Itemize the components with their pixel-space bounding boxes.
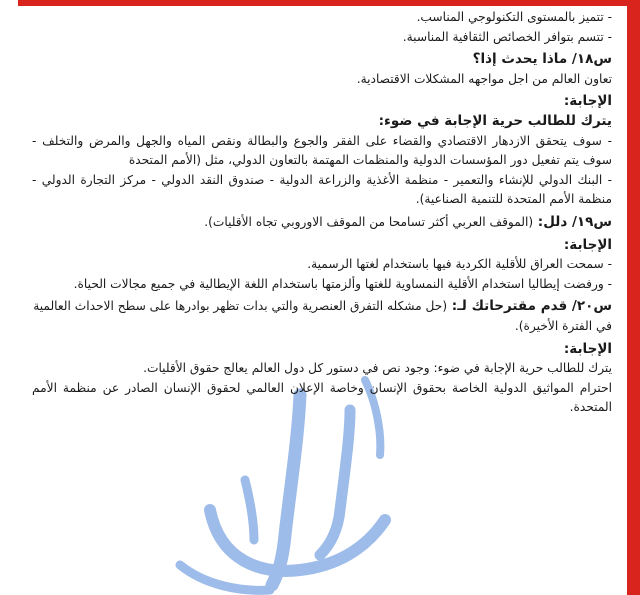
question-20-text: (حل مشكله التفرق العنصرية والتي بدات تظهر بوادرها على سطح الاحداث العالمية في الفترة الأخيرة). [33, 299, 612, 333]
red-top-border [18, 0, 627, 6]
document-content [32, 8, 612, 418]
trait-culture-line: - تتسم بتوافر الخصائص الثقافية المناسبة. [402, 29, 612, 44]
question-19 [32, 213, 612, 233]
answer-20-line-1: يترك للطالب حرية الإجابة في ضوء: وجود نص في دستور كل دول العالم يعالج حقوق الأقليات. [143, 361, 612, 376]
answer-20-line-2: احترام المواثيق الدولية الخاصة بحقوق الإنسان وخاصة الإعلان العالمي لحقوق الإنسان الصادر عن منظمة الأمم المتحدة. [32, 380, 612, 415]
free-answer-heading-1: يترك للطالب حرية الإجابة في ضوء: [378, 112, 612, 129]
question-18-text: تعاون العالم من اجل مواجهه المشكلات الاقتصادية. [356, 71, 612, 86]
answer-heading-2: الإجابة: [563, 236, 612, 253]
question-19-label: س١٩/ دلل: [537, 213, 612, 230]
answer-19-iraq: - سمحت العراق للأقلية الكردية فيها باستخدام لغتها الرسمية. [307, 257, 612, 272]
question-19-text: (الموقف العربي أكثر تسامحا من الموقف الاوروبي تجاه الأقليات). [204, 214, 534, 229]
question-20-label: س٢٠/ قدم مقترحاتك لـ: [451, 298, 612, 315]
answer-18-bullet-a: - سوف يتحقق الازدهار الاقتصادي والقضاء على الفقر والجوع والبطالة ونقص المياه والجهل والمرض والتخلف - سوف يتم تفعيل دور المؤسسات الدولية والمنظمات المهتمة بالتعاون الدولي، مثل (الأمم المتحدة [32, 133, 612, 168]
answer-19-italy: - ورفضت إيطاليا استخدام الأقلية النمساوية للغتها وألزمتها باستخدام اللغة الإيطالية في جميع مجالات الحياة. [73, 276, 612, 291]
question-20 [32, 297, 612, 336]
answer-heading-3: الإجابة: [563, 340, 612, 357]
red-right-border [627, 0, 640, 595]
question-18-title: س١٨/ ماذا يحدث إذا؟ [472, 51, 612, 68]
answer-heading-1: الإجابة: [563, 93, 612, 110]
answer-18-bullet-b: - البنك الدولي للإنشاء والتعمير - منظمة الأغذية والزراعة الدولية - صندوق النقد الدولي - مركز التجارة الدولي - منظمة الأمم المتحدة للتنمية الصناعية). [32, 172, 612, 207]
trait-tech-line: - تتميز بالمستوى التكنولوجي المناسب. [416, 10, 612, 24]
